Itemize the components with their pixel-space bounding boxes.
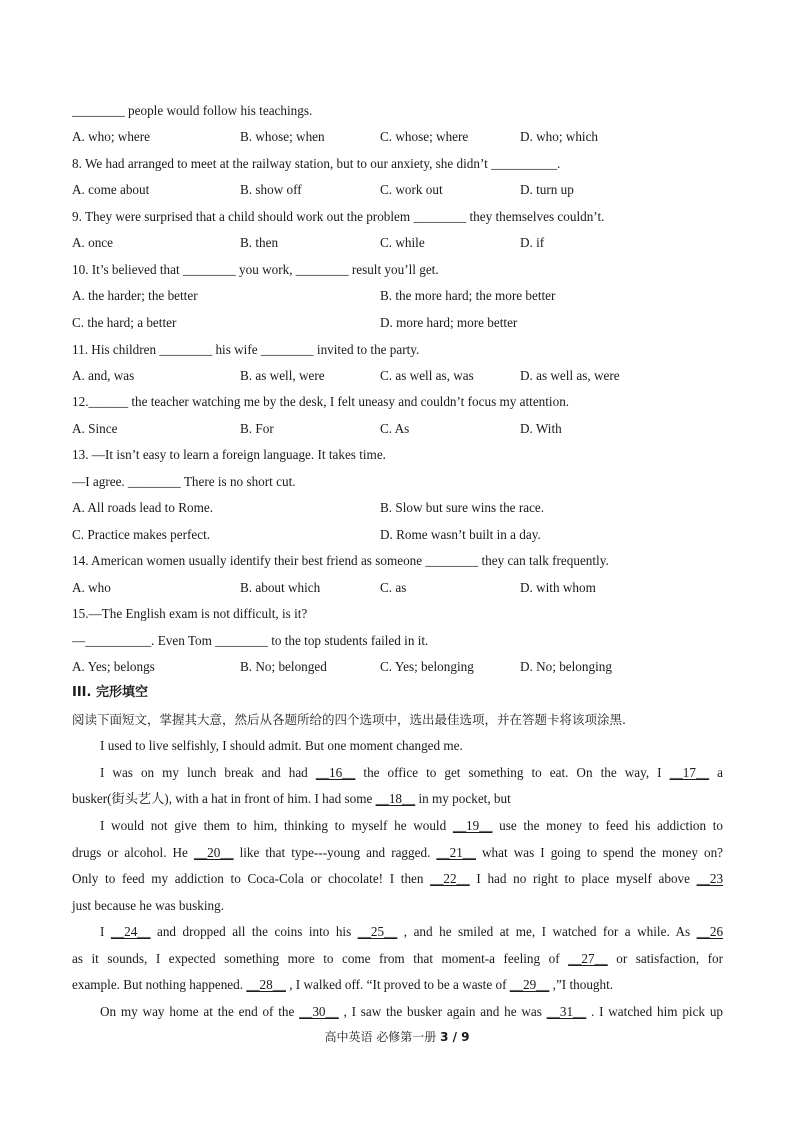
passage-text: drugs or alcohol. He xyxy=(72,845,188,860)
q11-option-c: C. as well as, was xyxy=(380,368,474,383)
blank-24: __24__ xyxy=(110,924,151,939)
q9-option-d: D. if xyxy=(520,235,545,250)
q8-option-b: B. show off xyxy=(240,182,302,197)
q7-tail: ________ people would follow his teachings. xyxy=(72,103,313,118)
q9-option-c: C. while xyxy=(380,235,425,250)
question-14: 14. American women usually identify their best friend as someone ________ they can talk frequently. xyxy=(72,553,609,568)
question-13-line-1: 13. —It isn’t easy to learn a foreign language. It takes time. xyxy=(72,447,386,462)
passage-text: example. But nothing happened. xyxy=(72,977,244,992)
passage-text: , and he smiled at me, I watched for a while. As xyxy=(403,924,691,939)
passage-line-3d: just because he was busking. xyxy=(72,898,224,913)
q15-option-a: A. Yes; belongs xyxy=(72,659,155,674)
q8-option-a: A. come about xyxy=(72,182,150,197)
blank-30: __30__ xyxy=(299,1004,339,1019)
passage-text: the office to get something to eat. On the way, I xyxy=(363,765,662,780)
passage-text: busker(街头艺人), with a hat in front of him. I had some xyxy=(72,791,373,806)
passage-line-5a xyxy=(100,1004,723,1020)
question-10: 10. It’s believed that ________ you work, ________ result you’ll get. xyxy=(72,262,439,277)
blank-25: __25__ xyxy=(357,924,398,939)
blank-18: __18__ xyxy=(375,791,416,806)
q15-option-d: D. No; belonging xyxy=(520,659,612,674)
passage-text: . I watched him pick up xyxy=(591,1004,724,1019)
q12-option-c: C. As xyxy=(380,421,410,436)
blank-17: __17__ xyxy=(669,765,710,780)
blank-21: __21__ xyxy=(436,845,476,860)
q10-option-c: C. the hard; a better xyxy=(72,315,177,330)
blank-22: __22__ xyxy=(430,871,470,886)
passage-text: like that type---young and ragged. xyxy=(239,845,431,860)
blank-31: __31__ xyxy=(546,1004,587,1019)
question-15-line-2: —__________. Even Tom ________ to the top students failed in it. xyxy=(72,633,429,648)
passage-text: I had no right to place myself above xyxy=(476,871,690,886)
q8-option-c: C. work out xyxy=(380,182,443,197)
question-13-line-2: —I agree. ________ There is no short cut. xyxy=(72,474,296,489)
q13-option-b: B. Slow but sure wins the race. xyxy=(380,500,545,515)
section-instruction: 阅读下面短文，掌握其大意，然后从各题所给的四个选项中，选出最佳选项，并在答题卡将该项涂黑. xyxy=(72,712,626,727)
q11-option-a: A. and, was xyxy=(72,368,135,383)
passage-line-2b xyxy=(72,791,511,807)
footer-subject: 高中英语 必修第一册 xyxy=(324,1030,441,1044)
q14-option-d: D. with whom xyxy=(520,580,596,595)
passage-line-3b xyxy=(72,845,723,861)
passage-text: use the money to feed his addiction to xyxy=(499,818,723,833)
q14-option-c: C. as xyxy=(380,580,407,595)
blank-27: __27__ xyxy=(568,951,608,966)
q10-option-a: A. the harder; the better xyxy=(72,288,198,303)
passage-text: On my way home at the end of the xyxy=(100,1004,295,1019)
q7-option-c: C. whose; where xyxy=(380,129,469,144)
page-footer xyxy=(0,1028,794,1045)
q7-option-d: D. who; which xyxy=(520,129,599,144)
passage-text: , I walked off. “It proved to be a waste of xyxy=(289,977,507,992)
q13-option-a: A. All roads lead to Rome. xyxy=(72,500,214,515)
q7-option-b: B. whose; when xyxy=(240,129,325,144)
q11-option-d: D. as well as, were xyxy=(520,368,620,383)
passage-text: I would not give them to him, thinking to myself he would xyxy=(100,818,447,833)
q15-option-b: B. No; belonged xyxy=(240,659,327,674)
passage-line-4b xyxy=(72,951,723,967)
q10-option-b: B. the more hard; the more better xyxy=(380,288,556,303)
question-9: 9. They were surprised that a child should work out the problem ________ they themselves couldn’t. xyxy=(72,209,605,224)
passage-text: in my pocket, but xyxy=(418,791,511,806)
blank-19: __19__ xyxy=(452,818,493,833)
passage-text: a xyxy=(717,765,724,780)
passage-paragraph-1: I used to live selfishly, I should admit. But one moment changed me. xyxy=(100,738,463,753)
passage-text: or satisfaction, for xyxy=(616,951,724,966)
q12-option-a: A. Since xyxy=(72,421,118,436)
passage-text: I xyxy=(100,924,105,939)
q14-option-a: A. who xyxy=(72,580,111,595)
blank-20: __20__ xyxy=(193,845,234,860)
question-11: 11. His children ________ his wife ________ invited to the party. xyxy=(72,342,420,357)
passage-text: ,”I thought. xyxy=(552,977,614,992)
q14-option-b: B. about which xyxy=(240,580,321,595)
blank-26: __26 xyxy=(696,924,724,939)
q12-option-d: D. With xyxy=(520,421,562,436)
blank-28: __28__ xyxy=(246,977,286,992)
q13-option-c: C. Practice makes perfect. xyxy=(72,527,211,542)
question-8: 8. We had arranged to meet at the railway station, but to our anxiety, she didn’t __________. xyxy=(72,156,561,171)
passage-text: as it sounds, I expected something more to come from that moment-a feeling of xyxy=(72,951,560,966)
passage-text: what was I going to spend the money on? xyxy=(482,845,724,860)
passage-line-2a xyxy=(100,765,723,781)
q8-option-d: D. turn up xyxy=(520,182,574,197)
q9-option-b: B. then xyxy=(240,235,279,250)
q10-option-d: D. more hard; more better xyxy=(380,315,518,330)
q9-option-a: A. once xyxy=(72,235,114,250)
q15-option-c: C. Yes; belonging xyxy=(380,659,474,674)
question-12: 12.______ the teacher watching me by the desk, I felt uneasy and couldn’t focus my attention. xyxy=(72,394,570,409)
q7-option-a: A. who; where xyxy=(72,129,151,144)
passage-line-3c xyxy=(72,871,723,887)
blank-23: __23 xyxy=(696,871,724,886)
passage-text: , I saw the busker again and he was xyxy=(343,1004,542,1019)
q11-option-b: B. as well, were xyxy=(240,368,325,383)
passage-text: Only to feed my addiction to Coca-Cola or chocolate! I then xyxy=(72,871,424,886)
blank-29: __29__ xyxy=(509,977,550,992)
question-15-line-1: 15.—The English exam is not difficult, is it? xyxy=(72,606,308,621)
passage-text: I was on my lunch break and had xyxy=(100,765,308,780)
passage-text: and dropped all the coins into his xyxy=(156,924,352,939)
q12-option-b: B. For xyxy=(240,421,274,436)
blank-16: __16__ xyxy=(315,765,356,780)
q13-option-d: D. Rome wasn’t built in a day. xyxy=(380,527,541,542)
section-heading: III. 完形填空 xyxy=(72,685,148,700)
page-number: 3 / 9 xyxy=(440,1030,470,1044)
passage-line-3a xyxy=(100,818,723,834)
passage-line-4a xyxy=(100,924,723,940)
passage-line-4c xyxy=(72,977,613,993)
